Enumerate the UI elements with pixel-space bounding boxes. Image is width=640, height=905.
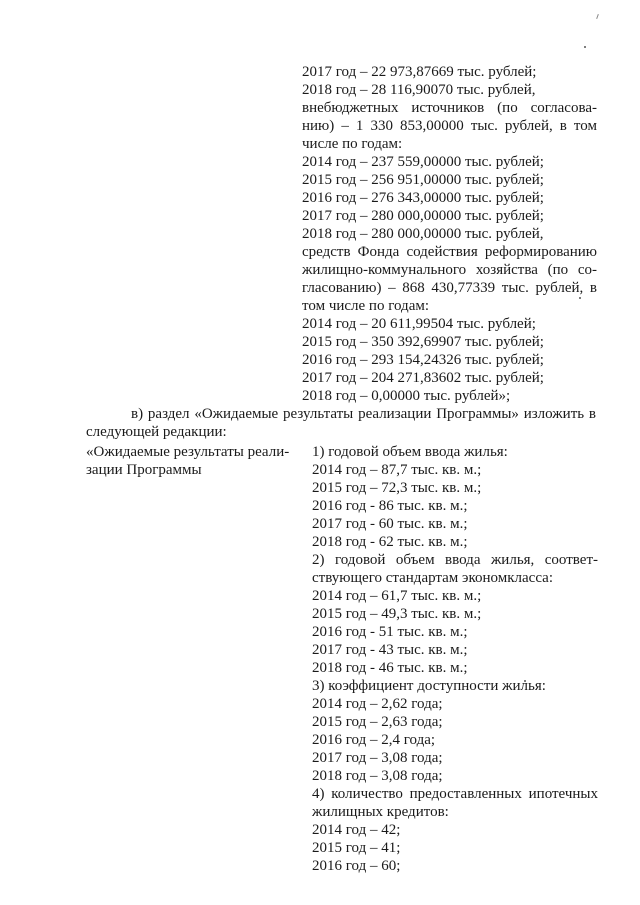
- text-line: 4) количество предоставленных ипотечных: [312, 786, 598, 802]
- text-line: 2017 год - 60 тыс. кв. м.;: [312, 516, 468, 532]
- text-line: 2015 год – 350 392,69907 тыс. рублей;: [302, 334, 544, 350]
- text-line: 2015 год – 72,3 тыс. кв. м.;: [312, 480, 482, 496]
- text-line: 2018 год - 46 тыс. кв. м.;: [312, 660, 468, 676]
- text-line: числе по годам:: [302, 136, 403, 152]
- text-line: 1) годовой объем ввода жилья:: [312, 444, 508, 460]
- text-line: 2016 год - 51 тыс. кв. м.;: [312, 624, 468, 640]
- text-line: жилищных кредитов:: [312, 804, 449, 820]
- text-line: 2018 год – 28 116,90070 тыс. рублей,: [302, 82, 536, 98]
- section-heading: в) раздел «Ожидаемые результаты реализации Программы» изложить в: [131, 406, 596, 422]
- text-line: 2016 год – 60;: [312, 858, 401, 874]
- scan-speck: [579, 297, 581, 299]
- text-line: жилищно-коммунального хозяйства (по со-: [302, 262, 597, 278]
- table-label: «Ожидаемые результаты реали-: [86, 444, 290, 460]
- text-line: 2015 год – 49,3 тыс. кв. м.;: [312, 606, 482, 622]
- text-line: 2018 год - 62 тыс. кв. м.;: [312, 534, 468, 550]
- text-line: 2016 год – 2,4 года;: [312, 732, 436, 748]
- text-line: 2018 год – 280 000,00000 тыс. рублей,: [302, 226, 544, 242]
- text-line: 2016 год – 276 343,00000 тыс. рублей;: [302, 190, 544, 206]
- text-line: 2017 год – 280 000,00000 тыс. рублей;: [302, 208, 544, 224]
- text-line: 2016 год - 86 тыс. кв. м.;: [312, 498, 468, 514]
- text-line: 2014 год – 2,62 года;: [312, 696, 443, 712]
- text-line: внебюджетных источников (по согласова-: [302, 100, 597, 116]
- text-line: 2015 год – 256 951,00000 тыс. рублей;: [302, 172, 544, 188]
- text-line: 2016 год – 293 154,24326 тыс. рублей;: [302, 352, 544, 368]
- table-label: зации Программы: [86, 462, 202, 478]
- text-line: ствующего стандартам экономкласса:: [312, 570, 553, 586]
- text-line: 2017 год – 204 271,83602 тыс. рублей;: [302, 370, 544, 386]
- text-line: 2) годовой объем ввода жилья, соответ-: [312, 552, 598, 568]
- text-line: 2017 год – 3,08 года;: [312, 750, 443, 766]
- text-line: 2015 год – 41;: [312, 840, 401, 856]
- text-line: средств Фонда содействия реформированию: [302, 244, 597, 260]
- text-line: гласованию) – 868 430,77339 тыс. рублей, в: [302, 280, 597, 296]
- text-line: 2015 год – 2,63 года;: [312, 714, 443, 730]
- scan-speck: [584, 46, 586, 48]
- text-line: 2014 год – 20 611,99504 тыс. рублей;: [302, 316, 536, 332]
- text-line: 2014 год – 61,7 тыс. кв. м.;: [312, 588, 482, 604]
- text-line: 2017 год - 43 тыс. кв. м.;: [312, 642, 468, 658]
- scan-mark: [596, 14, 599, 19]
- text-line: 2018 год – 3,08 года;: [312, 768, 443, 784]
- text-line: 2018 год – 0,00000 тыс. рублей»;: [302, 388, 511, 404]
- text-line: 2014 год – 237 559,00000 тыс. рублей;: [302, 154, 544, 170]
- section-heading-cont: следующей редакции:: [86, 424, 227, 440]
- text-line: 2017 год – 22 973,87669 тыс. рублей;: [302, 64, 537, 80]
- text-line: 3) коэффициент доступности жилья:: [312, 678, 546, 694]
- text-line: 2014 год – 87,7 тыс. кв. м.;: [312, 462, 482, 478]
- text-line: том числе по годам:: [302, 298, 430, 314]
- text-line: 2014 год – 42;: [312, 822, 401, 838]
- text-line: нию) – 1 330 853,00000 тыс. рублей, в том: [302, 118, 597, 134]
